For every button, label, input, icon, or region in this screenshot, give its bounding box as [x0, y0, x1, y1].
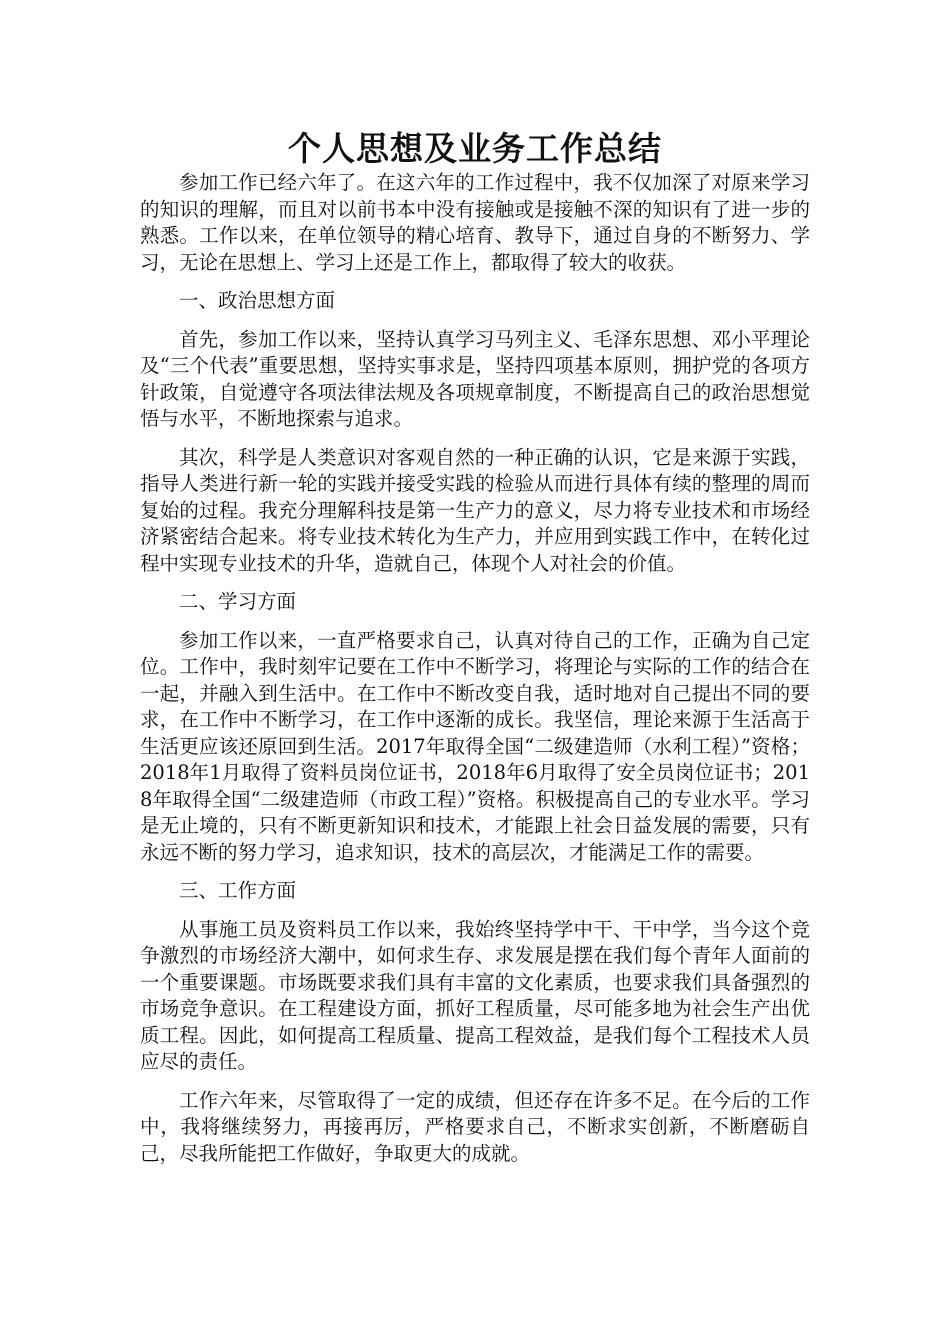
- work-paragraph-2: 工作六年来，尽管取得了一定的成绩，但还存在许多不足。在今后的工作中，我将继续努力，再接再厉，严格要求自己，不断求实创新，不断磨砺自己，尽我所能把工作做好，争取更大的成就。: [140, 1088, 810, 1165]
- study-paragraph-1: 参加工作以来，一直严格要求自己，认真对待自己的工作，正确为自己定位。工作中，我时刻牢记要在工作中不断学习，将理论与实际的工作的结合在一起，并融入到生活中。在工作中不断改变自我，适时地对自己提出不同的要求，在工作中不断学习，在工作中逐渐的成长。我坚信，理论来源于生活高于生活更应该还原回到生活。2017年取得全国“二级建造师（水利工程）”资格；2018年1月取得了资料员岗位证书，2018年6月取得了安全员岗位证书；2018年取得全国“二级建造师（市政工程）”资格。积极提高自己的专业水平。学习是无止境的，只有不断更新知识和技术，才能跟上社会日益发展的需要，只有永远不断的努力学习，追求知识，技术的高层次，才能满足工作的需要。: [140, 628, 810, 864]
- section-heading-work: 三、工作方面: [179, 879, 297, 902]
- section-heading-politics: 一、政治思想方面: [179, 289, 336, 312]
- section-heading-study: 二、学习方面: [179, 590, 297, 613]
- work-paragraph-1: 从事施工员及资料员工作以来，我始终坚持学中干、干中学，当今这个竞争激烈的市场经济大潮中，如何求生存、求发展是摆在我们每个青年人面前的一个重要课题。市场既要求我们具有丰富的文化素质，也要求我们具备强烈的市场竞争意识。在工程建设方面，抓好工程质量，尽可能多地为社会生产出优质工程。因此，如何提高工程质量、提高工程效益，是我们每个工程技术人员应尽的责任。: [140, 917, 810, 1073]
- document-page: [140, 128, 810, 1179]
- intro-paragraph: 参加工作已经六年了。在这六年的工作过程中，我不仅加深了对原来学习的知识的理解，而且对以前书本中没有接触或是接触不深的知识有了进一步的熟悉。工作以来，在单位领导的精心培育、教导下，通过自身的不断努力、学习，无论在思想上、学习上还是工作上，都取得了较大的收获。: [140, 171, 810, 274]
- politics-paragraph-2: 其次，科学是人类意识对客观自然的一种正确的认识，它是来源于实践，指导人类进行新一轮的实践并接受实践的检验从而进行具体有续的整理的周而复始的过程。我充分理解科技是第一生产力的意义，尽力将专业技术和市场经济紧密结合起来。将专业技术转化为生产力，并应用到实践工作中，在转化过程中实现专业技术的升华，造就自己，体现个人对社会的价值。: [140, 445, 810, 575]
- politics-paragraph-1: 首先，参加工作以来，坚持认真学习马列主义、毛泽东思想、邓小平理论及“三个代表”重要思想，坚持实事求是，坚持四项基本原则，拥护党的各项方针政策，自觉遵守各项法律法规及各项规章制度，不断提高自己的政治思想觉悟与水平，不断地探索与追求。: [140, 327, 810, 430]
- document-title: 个人思想及业务工作总结: [288, 129, 662, 168]
